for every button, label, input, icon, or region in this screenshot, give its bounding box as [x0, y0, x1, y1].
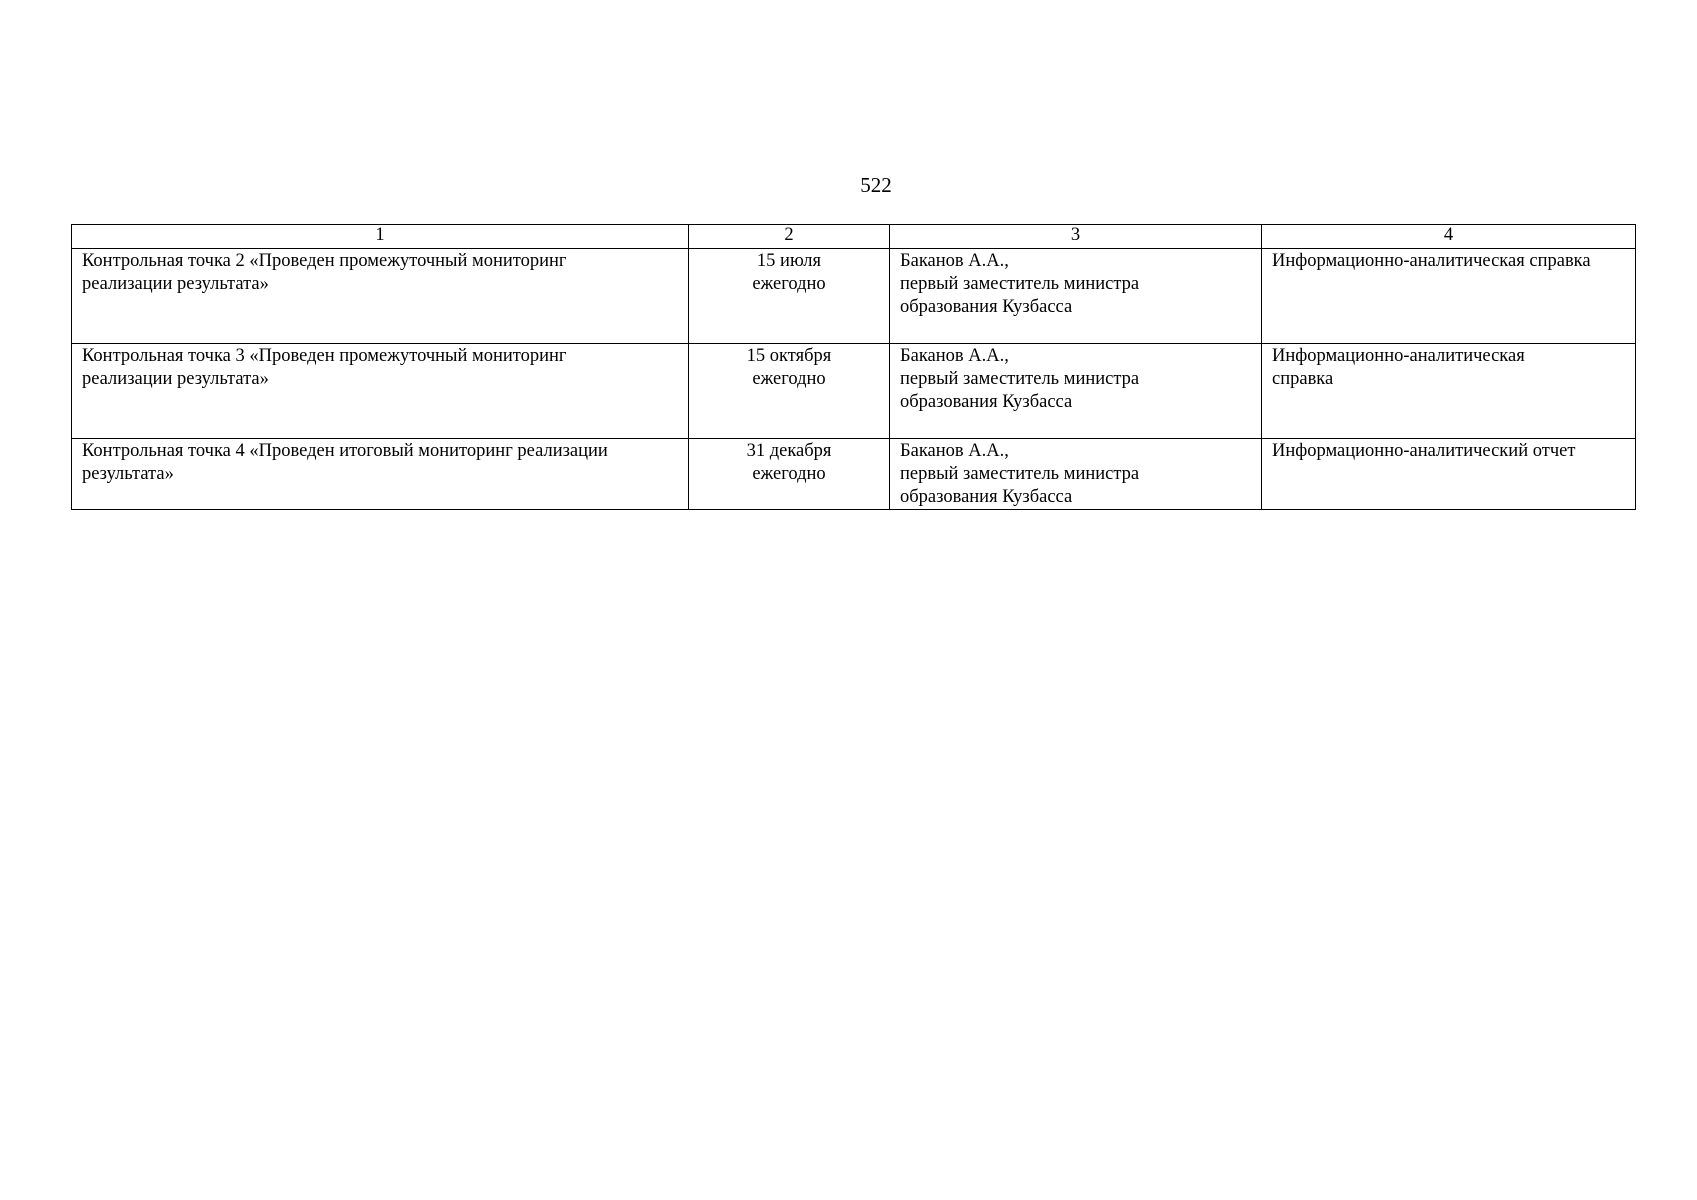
page-number: 522 [860, 173, 892, 197]
table-row [72, 249, 1636, 344]
checkpoint-text-line: Контрольная точка 4 «Проведен итоговый мониторинг реализации [82, 441, 608, 461]
document-type: справка [1272, 369, 1334, 389]
table-row [72, 344, 1636, 439]
column-header-3: 3 [890, 225, 1262, 249]
table-header-row [72, 225, 1636, 249]
responsible-cell [890, 249, 1262, 344]
responsible-position: первый заместитель министра [900, 274, 1140, 294]
checkpoint-text-line: Контрольная точка 2 «Проведен промежуточный мониторинг [82, 251, 567, 271]
checkpoint-cell [72, 249, 689, 344]
responsible-position: первый заместитель министра [900, 464, 1140, 484]
deadline-cell [689, 439, 890, 510]
responsible-position: образования Кузбасса [900, 392, 1073, 412]
column-header-2: 2 [689, 225, 890, 249]
responsible-name: Баканов А.А., [900, 441, 1009, 461]
column-header-1: 1 [72, 225, 689, 249]
checkpoint-text-line: Контрольная точка 3 «Проведен промежуточный мониторинг [82, 346, 567, 366]
checkpoint-cell [72, 439, 689, 510]
responsible-position: образования Кузбасса [900, 487, 1073, 507]
document-type: Информационно-аналитическая [1272, 346, 1525, 366]
deadline-date: 15 июля [756, 251, 822, 271]
deadline-date: 15 октября [746, 346, 832, 366]
responsible-position: образования Кузбасса [900, 297, 1073, 317]
document-type: Информационно-аналитическая справка [1272, 251, 1591, 271]
checkpoint-cell [72, 344, 689, 439]
document-cell [1262, 344, 1636, 439]
deadline-frequency: ежегодно [752, 274, 826, 294]
responsible-name: Баканов А.А., [900, 251, 1009, 271]
responsible-cell [890, 344, 1262, 439]
checkpoints-table [71, 224, 1636, 510]
deadline-cell [689, 344, 890, 439]
table-row [72, 439, 1636, 510]
document-type: Информационно-аналитический отчет [1272, 441, 1576, 461]
column-header-4: 4 [1262, 225, 1636, 249]
responsible-position: первый заместитель министра [900, 369, 1140, 389]
checkpoint-text-line: результата» [82, 464, 174, 484]
checkpoint-text-line: реализации результата» [82, 369, 269, 389]
document-cell [1262, 249, 1636, 344]
responsible-name: Баканов А.А., [900, 346, 1009, 366]
deadline-date: 31 декабря [746, 441, 832, 461]
responsible-cell [890, 439, 1262, 510]
deadline-frequency: ежегодно [752, 464, 826, 484]
deadline-frequency: ежегодно [752, 369, 826, 389]
document-cell [1262, 439, 1636, 510]
deadline-cell [689, 249, 890, 344]
checkpoint-text-line: реализации результата» [82, 274, 269, 294]
